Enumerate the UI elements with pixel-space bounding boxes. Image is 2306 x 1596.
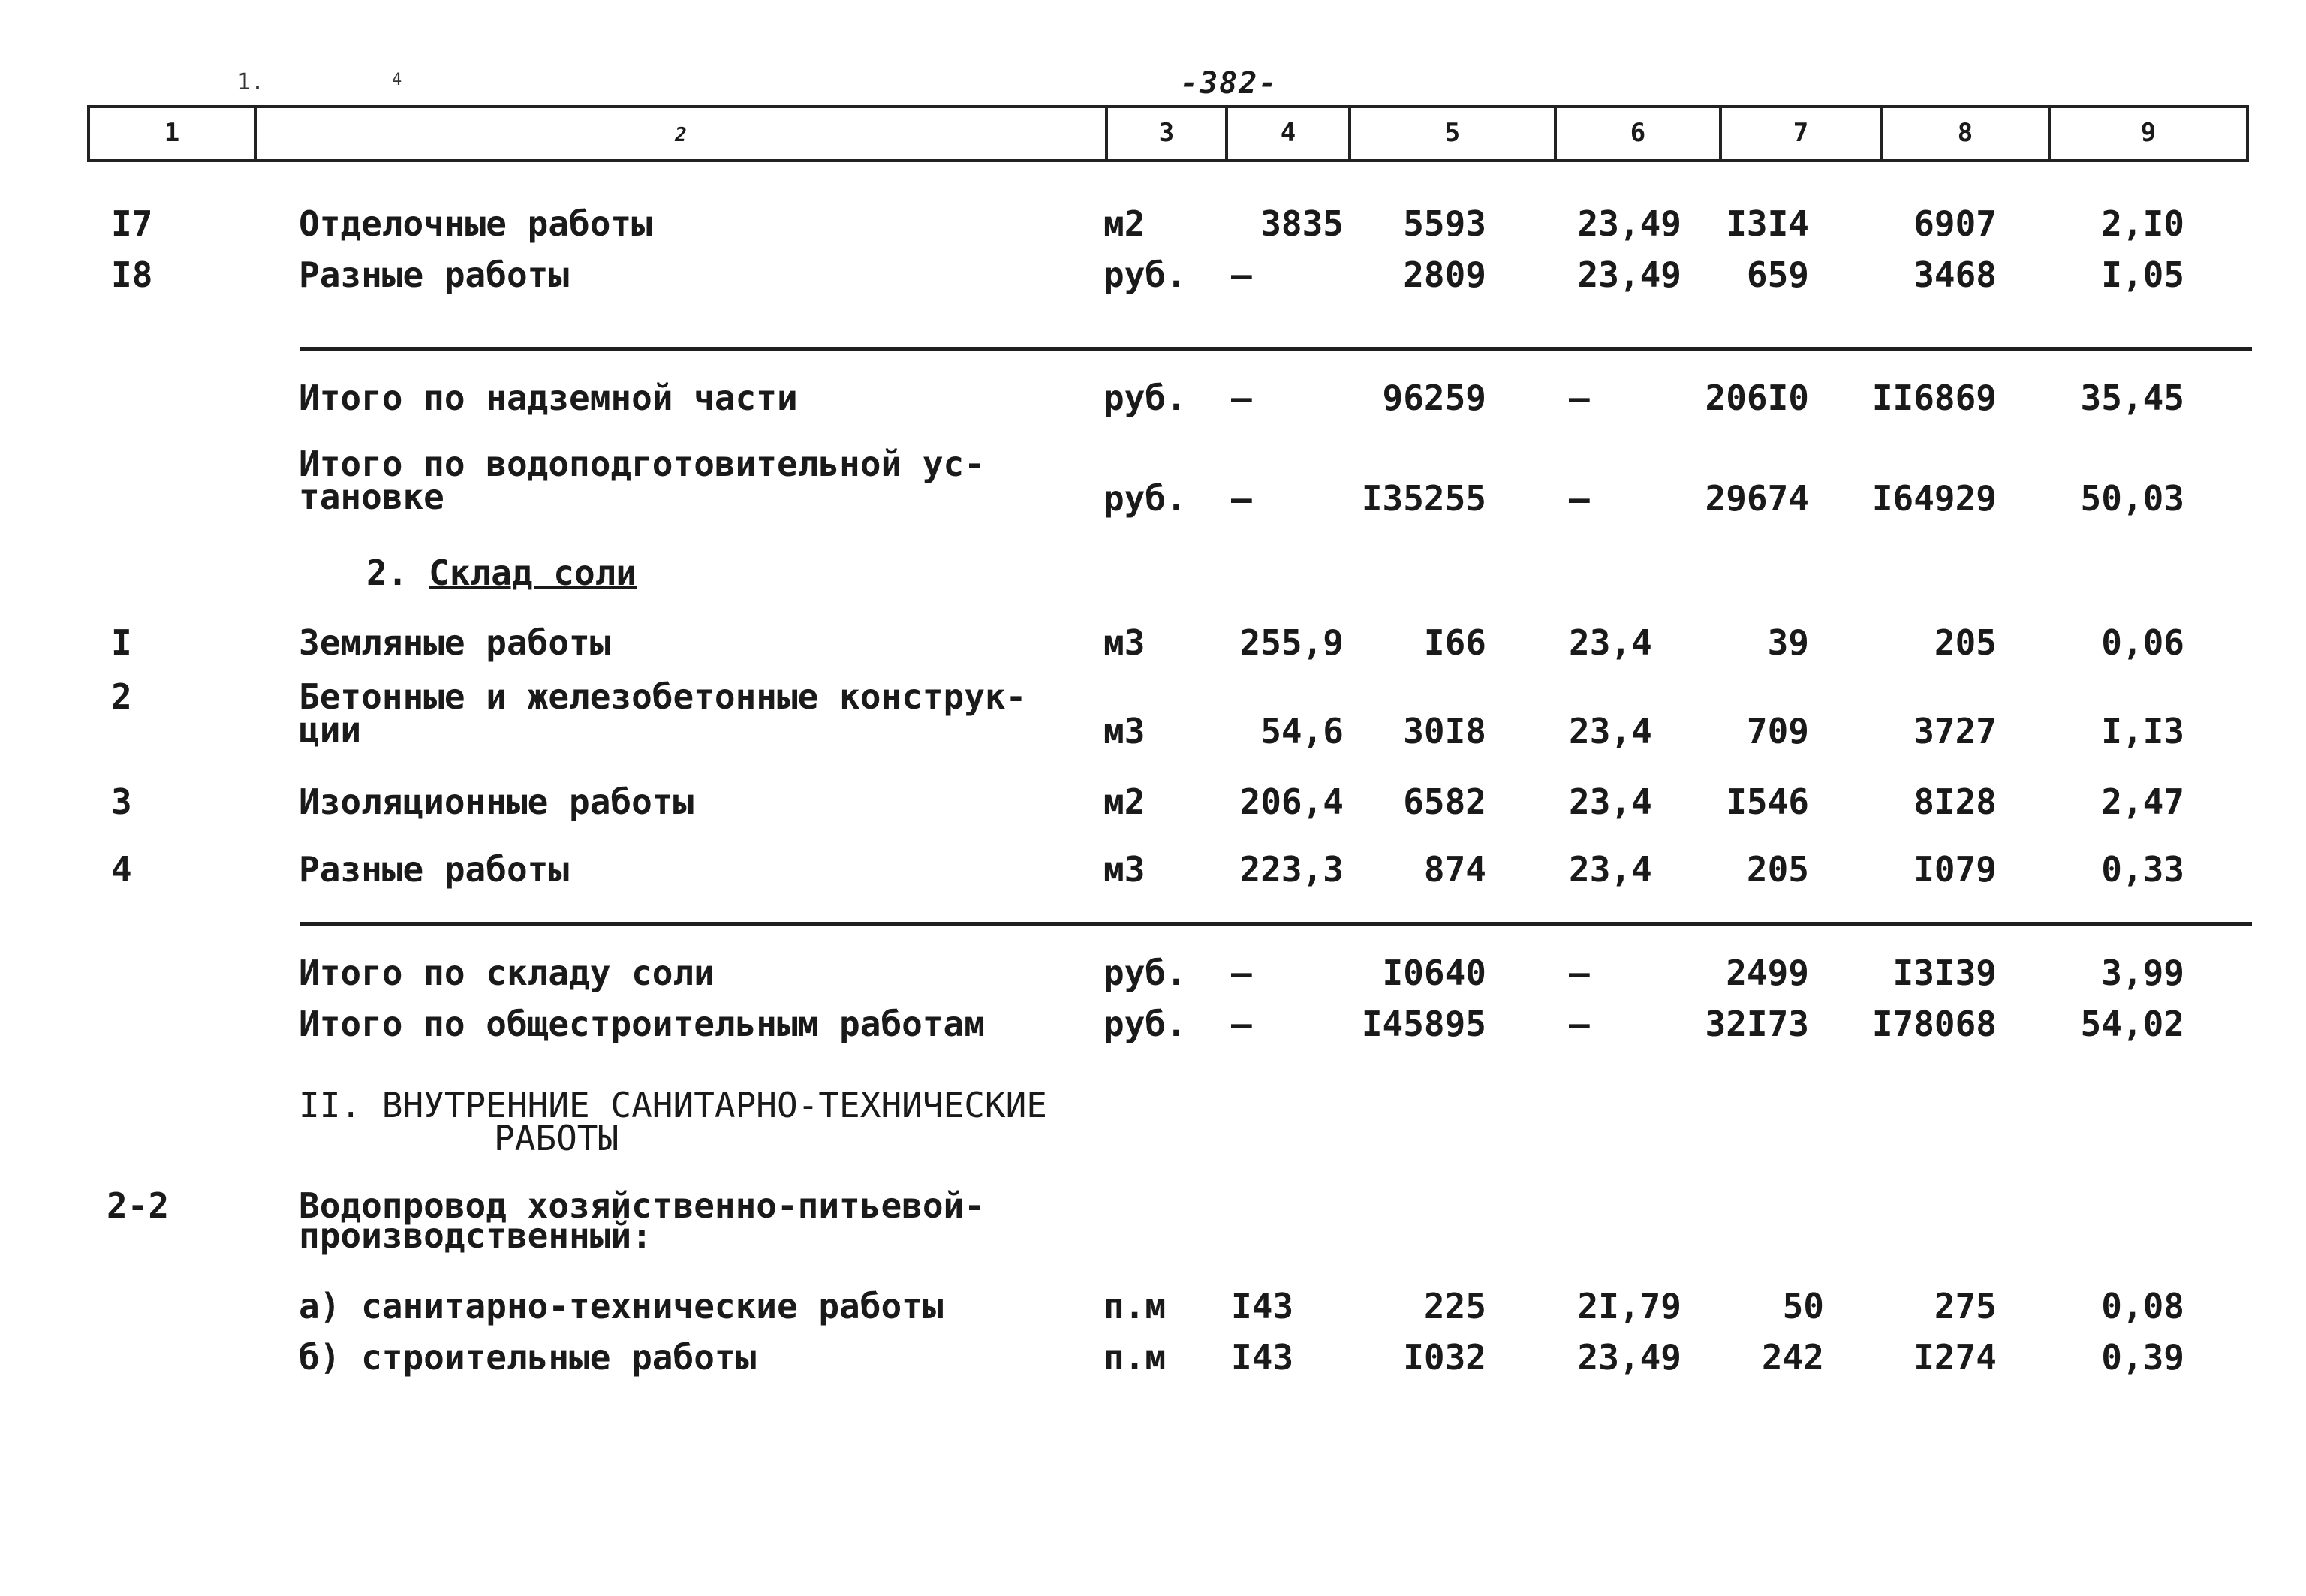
row-col8: 3727 [1913,711,1997,751]
row-col7: 205 [1746,849,1809,890]
total-col8: I3I39 [1892,953,1997,993]
col-header-8: 8 [1883,108,2051,159]
row-name: Земляные работы [299,622,611,663]
row-col5: 6582 [1403,781,1486,822]
row-qty: 3835 [1260,203,1344,244]
row-qty: – [1231,254,1252,295]
row-name: а) санитарно-технические работы [299,1286,944,1326]
row-col8: 8I28 [1913,781,1997,822]
row-col7: 242 [1761,1337,1824,1378]
total-col6: – [1569,378,1590,418]
row-col9: 0,08 [2101,1286,2184,1326]
col-header-1: 1 [90,108,257,159]
total-row [0,952,2306,994]
row-number: I [111,622,132,663]
row-qty: 255,9 [1239,622,1344,663]
separator-rule [300,347,2252,351]
col-header-7: 7 [1722,108,1883,159]
col-header-2 [257,108,1108,159]
row-qty: 206,4 [1239,781,1344,822]
row-col8: 3468 [1913,254,1997,295]
total-col9: 3,99 [2101,953,2184,993]
row-unit: м3 [1103,711,1145,751]
row-name-line2: производственный: [299,1215,652,1256]
section-title: Склад соли [429,553,637,593]
separator-rule [300,922,2252,926]
total-name-line1: Итого по водоподготовительной ус- [299,444,985,484]
section-prefix: 2. [366,553,408,593]
total-col7: 29674 [1705,478,1809,519]
total-col5: I45895 [1361,1004,1486,1044]
col-header-4: 4 [1228,108,1351,159]
row-col8: I079 [1913,849,1997,890]
row-col6: 23,49 [1577,254,1681,295]
total-col7: 2499 [1726,953,1809,993]
row-col9: 2,47 [2101,781,2184,822]
table-row [0,1285,2306,1327]
total-qty: – [1231,478,1252,519]
row-col5: 5593 [1403,203,1486,244]
total-qty: – [1231,1004,1252,1044]
row-name-line1: Водопровод хозяйственно-питьевой- [299,1185,985,1226]
row-col6: 23,4 [1569,781,1652,822]
row-number: I7 [111,203,153,244]
column-header-row [87,105,2249,162]
row-qty: I43 [1231,1286,1294,1326]
section-heading-line2: РАБОТЫ [494,1118,619,1158]
total-col9: 35,45 [2080,378,2184,418]
row-name: б) строительные работы [299,1337,757,1378]
row-col9: 0,39 [2101,1337,2184,1378]
table-row [0,622,2306,664]
row-unit: м2 [1103,781,1145,822]
row-number: 3 [111,781,132,822]
row-number: I8 [111,254,153,295]
total-col8: I64929 [1871,478,1997,519]
total-name: Итого по надземной части [299,378,798,418]
total-col5: I35255 [1361,478,1486,519]
row-name: Разные работы [299,254,570,295]
row-qty: 223,3 [1239,849,1344,890]
total-col9: 54,02 [2080,1004,2184,1044]
row-name: Изоляционные работы [299,781,694,822]
row-col6: 23,49 [1577,1337,1681,1378]
col-header-2-mark: 2 [675,124,687,146]
row-col6: 2I,79 [1577,1286,1681,1326]
row-col6: 23,49 [1577,203,1681,244]
row-col8: I274 [1913,1337,1997,1378]
row-col8: 6907 [1913,203,1997,244]
section-heading [366,553,637,593]
row-number: 2-2 [107,1185,170,1226]
table-row [0,848,2306,890]
total-col6: – [1569,953,1590,993]
row-unit: руб. [1103,254,1187,295]
row-col9: 2,I0 [2101,203,2184,244]
row-col8: 275 [1934,1286,1997,1326]
total-col7: 206I0 [1705,378,1809,418]
row-col8: 205 [1934,622,1997,663]
row-unit: п.м [1103,1286,1167,1326]
total-name: Итого по общестроительным работам [299,1004,985,1044]
col-header-6: 6 [1557,108,1722,159]
row-col6: 23,4 [1569,622,1652,663]
page-number: -382- [1180,66,1278,101]
row-qty: 54,6 [1260,711,1344,751]
row-col5: 874 [1423,849,1486,890]
total-unit: руб. [1103,478,1187,519]
table-row [0,203,2306,245]
row-qty: I43 [1231,1337,1294,1378]
row-col5: I032 [1403,1337,1486,1378]
total-col5: 96259 [1382,378,1486,418]
col-header-3: 3 [1108,108,1228,159]
total-unit: руб. [1103,378,1187,418]
table-row [0,676,2306,751]
row-number: 2 [111,676,132,717]
row-unit: п.м [1103,1337,1167,1378]
table-row [0,254,2306,296]
section-heading-ii [299,1085,1047,1158]
col-header-5: 5 [1351,108,1557,159]
row-col7: 659 [1746,254,1809,295]
total-col6: – [1569,1004,1590,1044]
total-col8: I78068 [1871,1004,1997,1044]
total-col9: 50,03 [2080,478,2184,519]
total-col8: II6869 [1871,378,1997,418]
total-col5: I0640 [1382,953,1486,993]
row-col9: 0,06 [2101,622,2184,663]
table-row [0,1336,2306,1378]
row-unit: м3 [1103,849,1145,890]
row-col7: 39 [1767,622,1809,663]
total-name: Итого по складу соли [299,953,715,993]
total-row [0,1003,2306,1045]
row-col7: 50 [1782,1286,1824,1326]
top-mark-2: 4 [392,71,402,89]
row-name: Разные работы [299,849,570,890]
row-name: Отделочные работы [299,203,652,244]
table-row [0,781,2306,823]
row-col7: I3I4 [1726,203,1809,244]
row-col5: 30I8 [1403,711,1486,751]
row-col9: I,05 [2101,254,2184,295]
total-unit: руб. [1103,953,1187,993]
row-col6: 23,4 [1569,711,1652,751]
total-row [0,377,2306,419]
row-col5: I66 [1423,622,1486,663]
total-col7: 32I73 [1705,1004,1809,1044]
row-col5: 225 [1423,1286,1486,1326]
total-col6: – [1569,478,1590,519]
table-row [0,1185,2306,1260]
row-col5: 2809 [1403,254,1486,295]
total-qty: – [1231,378,1252,418]
row-col7: 709 [1746,711,1809,751]
total-qty: – [1231,953,1252,993]
total-name-line2: тановке [299,477,444,517]
total-row [0,444,2306,519]
top-mark-1: 1. [237,69,265,95]
row-unit: м3 [1103,622,1145,663]
col-header-9: 9 [2140,118,2157,148]
row-col7: I546 [1726,781,1809,822]
row-name-line2: ции [299,709,362,750]
row-unit: м2 [1103,203,1145,244]
row-col9: 0,33 [2101,849,2184,890]
row-col9: I,I3 [2101,711,2184,751]
row-number: 4 [111,849,132,890]
row-col6: 23,4 [1569,849,1652,890]
total-unit: руб. [1103,1004,1187,1044]
row-name-line1: Бетонные и железобетонные конструк- [299,676,1027,717]
section-heading-line1: II. ВНУТРЕННИЕ САНИТАРНО-ТЕХНИЧЕСКИЕ [299,1085,1047,1125]
